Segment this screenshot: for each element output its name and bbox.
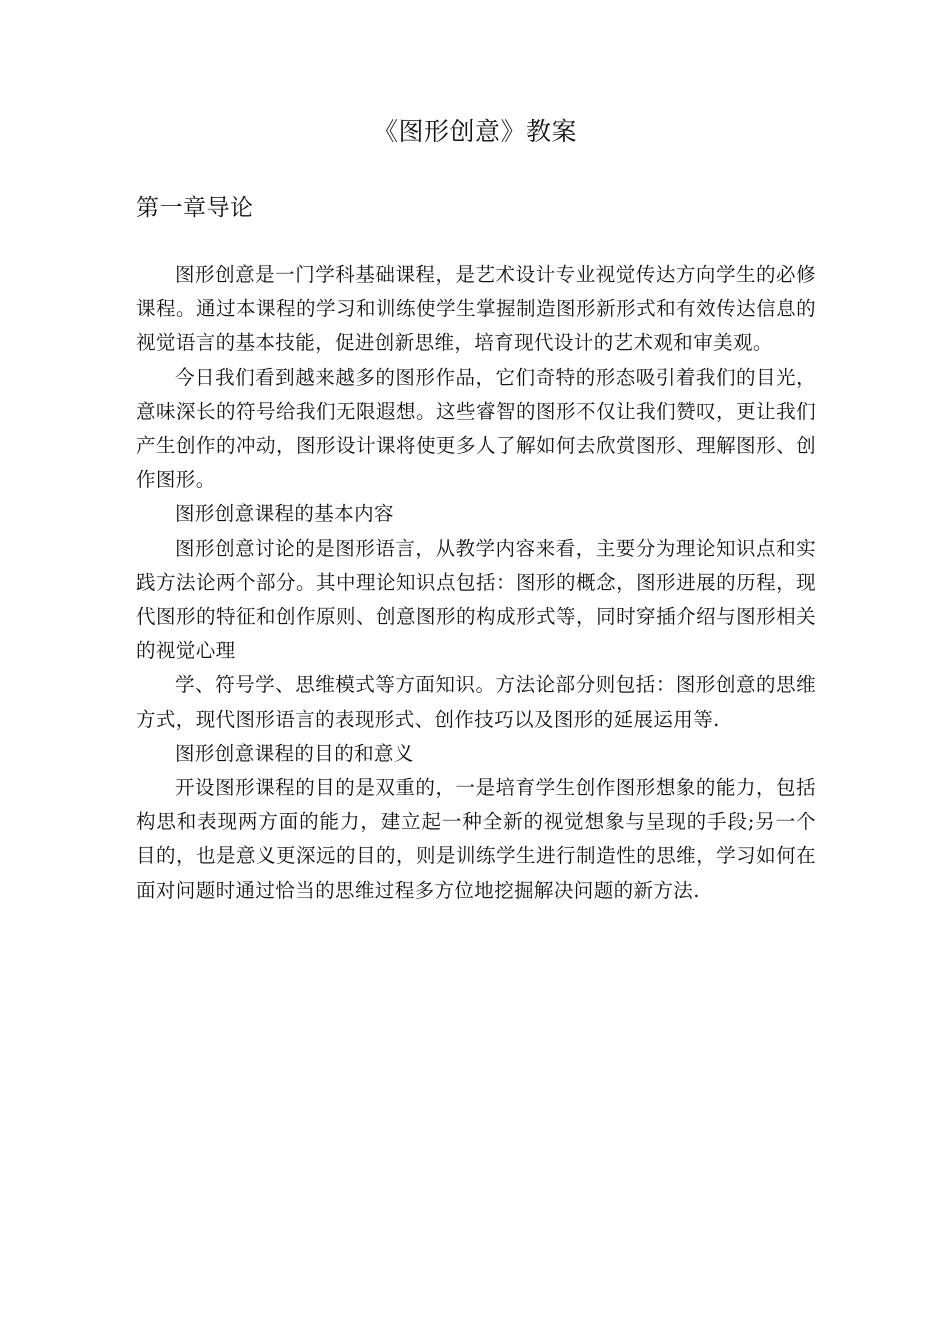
section-heading-purpose: 图形创意课程的目的和意义 bbox=[175, 741, 414, 765]
paragraph-purpose: 开设图形课程的目的是双重的，一是培育学生创作图形想象的能力，包括构思和表现两方面的能力，建立起一种全新的视觉想象与呈现的手段;另一个目的，也是意义更深远的目的，则是训练学生进行制造性的思维，学习如何在面对问题时通过恰当的思维过程多方位地挖掘解决问题的新方法. bbox=[136, 776, 816, 902]
section-heading-basic-content: 图形创意课程的基本内容 bbox=[175, 502, 394, 526]
document-title: 《图形创意》教案 bbox=[372, 117, 577, 146]
paragraph-basic-content: 图形创意讨论的是图形语言，从教学内容来看，主要分为理论知识点和实践方法论两个部分。其中理论知识点包括：图形的概念，图形进展的历程，现代图形的特征和创作原则、创意图形的构成形式等，同时穿插介绍与图形相关的视觉心理 bbox=[136, 536, 816, 663]
document-body bbox=[136, 258, 816, 908]
paragraph-today: 今日我们看到越来越多的图形作品，它们奇特的形态吸引着我们的目光，意味深长的符号给我们无限遐想。这些睿智的图形不仅让我们赞叹，更让我们产生创作的冲动，图形设计课将使更多人了解如何去欣赏图形、理解图形、创作图形。 bbox=[136, 365, 816, 492]
chapter-heading: 第一章导论 bbox=[136, 195, 254, 221]
paragraph-intro: 图形创意是一门学科基础课程，是艺术设计专业视觉传达方向学生的必修课程。通过本课程的学习和训练使学生掌握制造图形新形式和有效传达信息的视觉语言的基本技能，促进创新思维，培育现代设计的艺术观和审美观。 bbox=[136, 263, 816, 355]
paragraph-methodology: 学、符号学、思维模式等方面知识。方法论部分则包括：图形创意的思维方式，现代图形语言的表现形式、创作技巧以及图形的延展运用等. bbox=[136, 673, 816, 731]
